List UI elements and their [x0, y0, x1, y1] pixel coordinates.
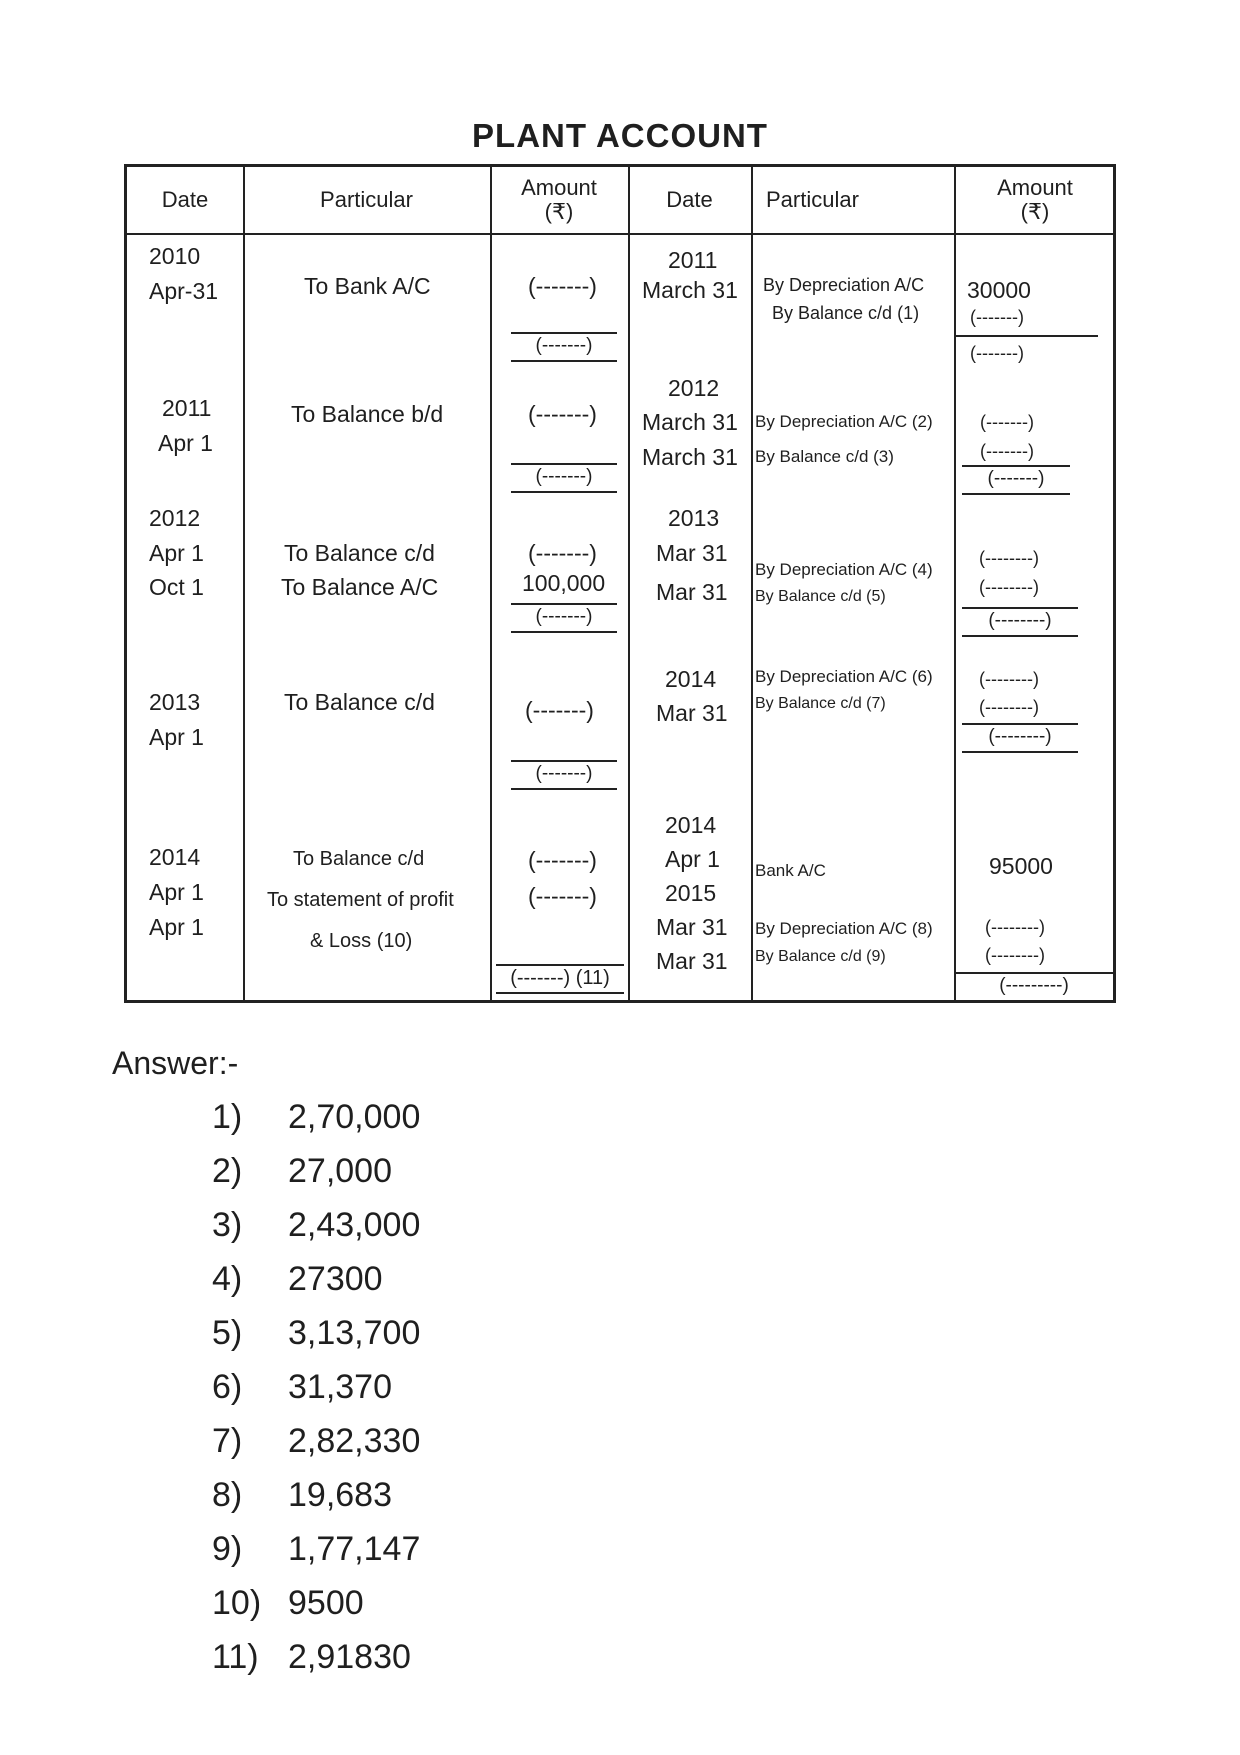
credit-amount: 95000 — [989, 853, 1053, 879]
debit-particular: To Balance b/d — [291, 401, 444, 427]
credit-total: (-------) — [970, 343, 1024, 363]
debit-particular-header: Particular — [320, 187, 413, 212]
debit-grand-total: (-------) (11) — [496, 964, 624, 994]
credit-amount: 30000 — [967, 277, 1031, 303]
credit-particular: By Depreciation A/C (2) — [755, 412, 933, 431]
page-title: PLANT ACCOUNT — [472, 117, 768, 154]
header-divider — [127, 233, 1113, 235]
answer-item — [212, 1368, 392, 1407]
debit-particular: To Balance A/C — [281, 574, 439, 600]
credit-total: (--------) — [962, 723, 1078, 753]
credit-date: Mar 31 — [656, 540, 728, 566]
answer-value: 19,683 — [288, 1476, 392, 1514]
debit-year: 2013 — [149, 689, 201, 715]
answer-number: 8) — [212, 1476, 243, 1514]
credit-amount: (--------) — [979, 548, 1039, 568]
credit-year: 2012 — [668, 375, 720, 401]
credit-particular: By Balance c/d (9) — [755, 948, 886, 965]
answer-number: 10) — [212, 1584, 262, 1622]
debit-amount: (-------) — [528, 847, 597, 873]
debit-particular: To Balance c/d — [293, 848, 425, 870]
credit-amount: (--------) — [979, 577, 1039, 597]
answer-number: 5) — [212, 1314, 243, 1352]
answer-number: 7) — [212, 1422, 243, 1460]
credit-amount: (--------) — [979, 697, 1039, 717]
debit-year: 2011 — [162, 395, 212, 421]
column-divider — [954, 167, 956, 1000]
debit-particular: & Loss (10) — [310, 930, 413, 952]
answer-value: 27,000 — [288, 1152, 392, 1190]
answer-item — [212, 1260, 383, 1299]
debit-amount: (-------) — [528, 883, 597, 909]
credit-year: 2014 — [665, 812, 717, 838]
credit-date: March 31 — [642, 409, 738, 435]
credit-amount: (--------) — [979, 669, 1039, 689]
answer-item — [212, 1476, 392, 1515]
answer-item — [212, 1206, 420, 1245]
credit-particular: By Depreciation A/C (4) — [755, 560, 933, 579]
answer-item — [212, 1314, 420, 1353]
credit-amount: (-------) — [980, 412, 1034, 432]
answer-heading: Answer:- — [112, 1045, 239, 1081]
answer-value: 3,13,700 — [288, 1314, 421, 1352]
credit-year: 2015 — [665, 880, 717, 906]
debit-year: 2012 — [149, 505, 201, 531]
credit-date: Mar 31 — [656, 914, 728, 940]
credit-particular: By Depreciation A/C (6) — [755, 667, 933, 686]
credit-particular: By Depreciation A/C (8) — [755, 919, 933, 938]
answer-value: 2,82,330 — [288, 1422, 421, 1460]
credit-date: Mar 31 — [656, 700, 728, 726]
debit-total: (-------) — [511, 760, 617, 790]
debit-year: 2014 — [149, 844, 201, 870]
credit-amount: (--------) — [985, 917, 1045, 937]
credit-date: March 31 — [642, 444, 738, 470]
debit-date: Apr 1 — [149, 724, 204, 750]
credit-total-rule — [954, 335, 1098, 337]
credit-date: Mar 31 — [656, 948, 728, 974]
answer-number: 4) — [212, 1260, 243, 1298]
answer-number: 11) — [212, 1638, 259, 1676]
debit-amount: 100,000 — [522, 570, 606, 596]
answer-value: 2,91830 — [288, 1638, 411, 1676]
debit-total: (-------) — [511, 603, 617, 633]
credit-amount: (-------) — [980, 441, 1034, 461]
answer-item — [212, 1530, 420, 1569]
answer-item — [212, 1584, 364, 1623]
answer-number: 1) — [212, 1098, 243, 1136]
column-divider — [490, 167, 492, 1000]
credit-particular-header: Particular — [766, 187, 859, 212]
debit-total: (-------) — [511, 332, 617, 362]
credit-grand-total: (---------) — [954, 972, 1114, 1002]
answer-value: 31,370 — [288, 1368, 392, 1406]
debit-amount: (-------) — [525, 697, 594, 723]
answer-value: 9500 — [288, 1584, 364, 1622]
credit-particular: By Balance c/d (1) — [772, 303, 920, 323]
column-divider — [628, 167, 630, 1000]
debit-year: 2010 — [149, 243, 201, 269]
answer-item — [212, 1098, 420, 1137]
debit-date-header: Date — [161, 187, 209, 212]
debit-amount-header: Amount (₹) — [521, 175, 597, 224]
answer-value: 27300 — [288, 1260, 383, 1298]
debit-particular: To statement of profit — [267, 889, 454, 911]
column-divider — [751, 167, 753, 1000]
answer-number: 6) — [212, 1368, 243, 1406]
credit-year: 2011 — [668, 247, 718, 273]
column-divider — [243, 167, 245, 1000]
debit-particular: To Bank A/C — [304, 273, 431, 299]
answer-value: 2,43,000 — [288, 1206, 421, 1244]
credit-amount: (--------) — [985, 945, 1045, 965]
debit-date: Apr 1 — [149, 540, 204, 566]
credit-date-header: Date — [666, 187, 713, 212]
credit-particular: Bank A/C — [755, 861, 826, 880]
debit-date: Apr 1 — [149, 914, 204, 940]
answer-item — [212, 1152, 392, 1191]
credit-date: Apr 1 — [665, 846, 720, 872]
credit-year: 2013 — [668, 505, 720, 531]
debit-date: Apr-31 — [149, 278, 219, 304]
debit-date: Apr 1 — [149, 879, 204, 905]
debit-particular: To Balance c/d — [284, 540, 435, 566]
answer-number: 9) — [212, 1530, 243, 1568]
debit-amount: (-------) — [528, 540, 597, 566]
answer-number: 3) — [212, 1206, 243, 1244]
credit-year: 2014 — [665, 666, 717, 692]
credit-date: Mar 31 — [656, 579, 728, 605]
debit-date: Apr 1 — [158, 430, 213, 456]
credit-particular: By Balance c/d (7) — [755, 695, 886, 712]
debit-total: (-------) — [511, 463, 617, 493]
plant-account-ledger — [124, 164, 1116, 1003]
credit-particular: By Depreciation A/C — [763, 275, 925, 295]
credit-amount-header: Amount (₹) — [997, 175, 1073, 224]
debit-amount: (-------) — [528, 273, 597, 299]
debit-amount: (-------) — [528, 401, 597, 427]
debit-date: Oct 1 — [149, 574, 204, 600]
credit-total: (--------) — [962, 607, 1078, 637]
answer-value: 2,70,000 — [288, 1098, 421, 1136]
answer-number: 2) — [212, 1152, 243, 1190]
credit-particular: By Balance c/d (5) — [755, 588, 886, 605]
credit-total: (-------) — [962, 465, 1070, 495]
answer-item — [212, 1422, 420, 1461]
debit-particular: To Balance c/d — [284, 689, 435, 715]
answer-value: 1,77,147 — [288, 1530, 421, 1568]
answer-item — [212, 1638, 411, 1677]
credit-date: March 31 — [642, 277, 738, 303]
credit-amount: (-------) — [970, 307, 1024, 327]
credit-particular: By Balance c/d (3) — [755, 447, 894, 466]
